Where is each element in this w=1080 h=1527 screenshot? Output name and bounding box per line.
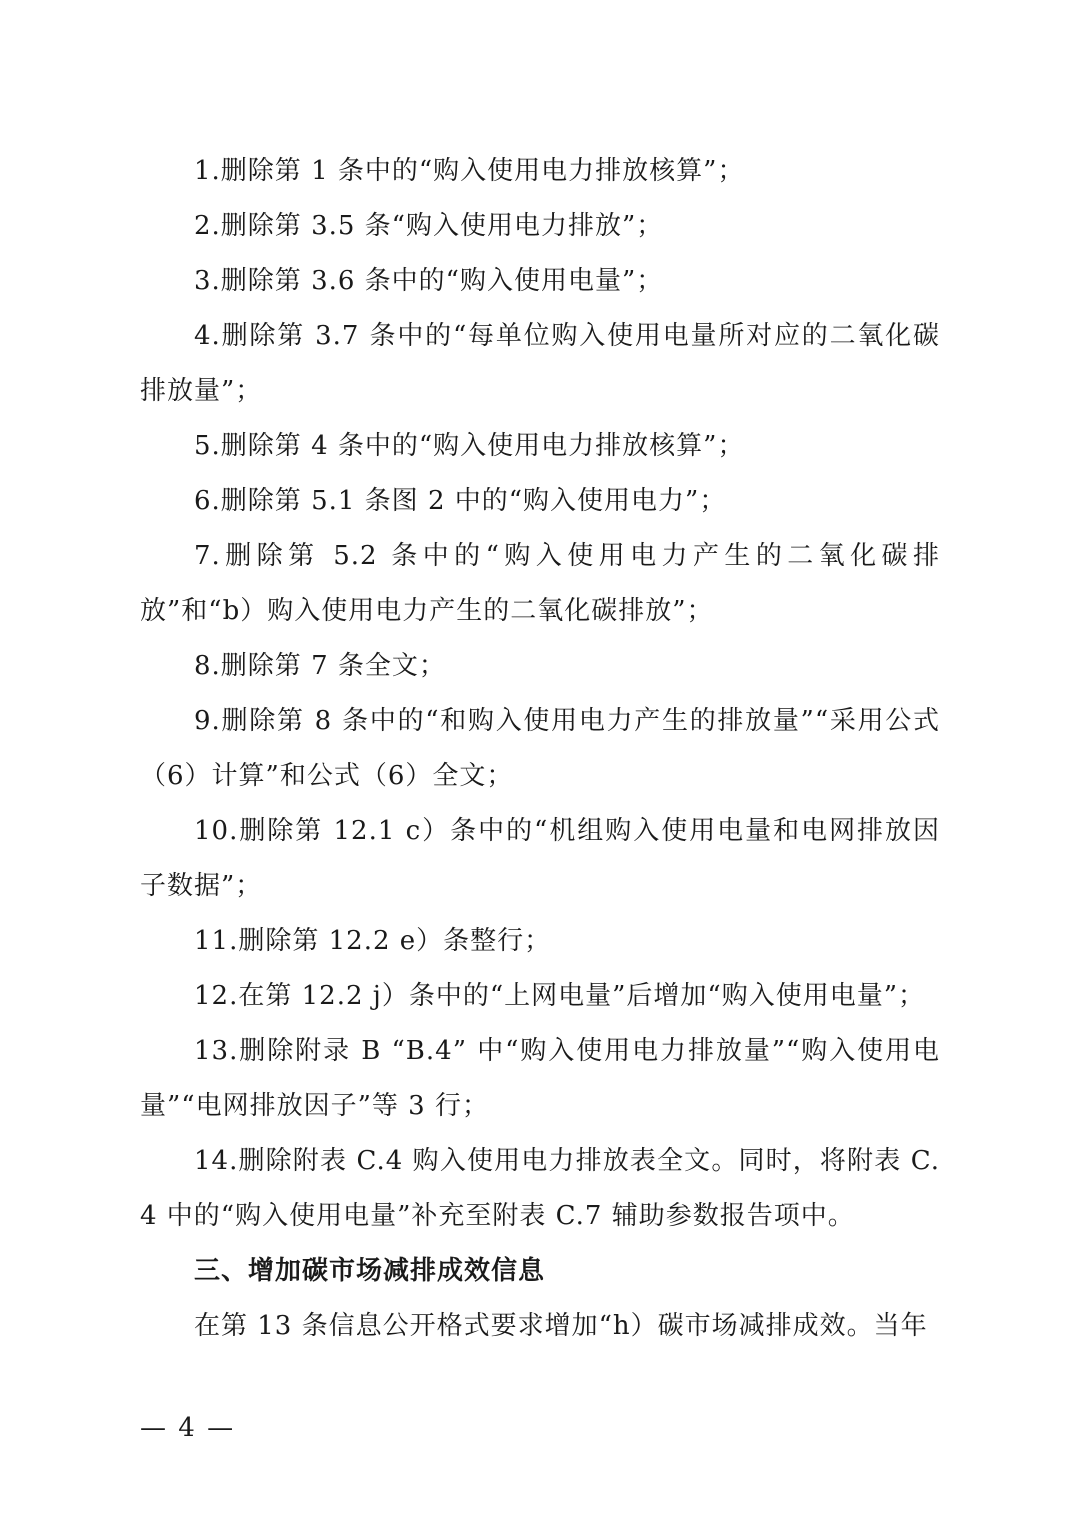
list-item: 14.删除附表 C.4 购入使用电力排放表全文。同时，将附表 C.4 中的“购入使用电量”补充至附表 C.7 辅助参数报告项中。 (140, 1146, 940, 1231)
list-item: 11.删除第 12.2 e）条整行； (194, 926, 552, 956)
page-number: — 4 — (140, 1413, 236, 1443)
list-item: 1.删除第 1 条中的“购入使用电力排放核算”； (194, 156, 745, 186)
list-item: 12.在第 12.2 j）条中的“上网电量”后增加“购入使用电量”； (194, 981, 925, 1011)
section-paragraph: 在第 13 条信息公开格式要求增加“h）碳市场减排成效。当年 (194, 1311, 928, 1341)
list-item: 5.删除第 4 条中的“购入使用电力排放核算”； (194, 431, 745, 461)
list-item: 10.删除第 12.1 c）条中的“机组购入使用电量和电网排放因子数据”； (140, 816, 940, 901)
list-item: 13.删除附录 B “B.4” 中“购入使用电力排放量”“购入使用电量”“电网排放因子”等 3 行； (140, 1036, 940, 1121)
document-body (140, 144, 940, 1354)
list-item: 9.删除第 8 条中的“和购入使用电力产生的排放量”“采用公式（6）计算”和公式（6）全文； (140, 706, 940, 791)
section-heading: 三、增加碳市场减排成效信息 (194, 1256, 546, 1286)
list-item: 8.删除第 7 条全文； (194, 651, 446, 681)
list-item: 7.删除第 5.2 条中的“购入使用电力产生的二氧化碳排放”和“b）购入使用电力产生的二氧化碳排放”； (140, 541, 940, 626)
list-item: 6.删除第 5.1 条图 2 中的“购入使用电力”； (194, 486, 727, 516)
list-item: 3.删除第 3.6 条中的“购入使用电量”； (194, 266, 664, 296)
list-item: 2.删除第 3.5 条“购入使用电力排放”； (194, 211, 664, 241)
list-item: 4.删除第 3.7 条中的“每单位购入使用电量所对应的二氧化碳排放量”； (140, 321, 940, 406)
